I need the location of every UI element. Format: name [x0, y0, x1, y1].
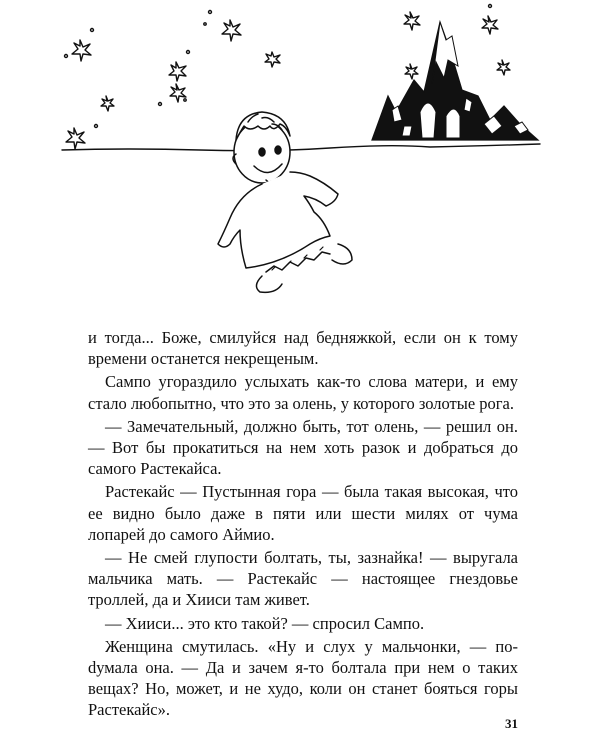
star-icon	[159, 84, 187, 106]
star-icon	[405, 64, 418, 79]
mountain-icon	[372, 22, 538, 140]
paragraph: Растекайс — Пустынная гора — была такая высокая, что ее видно было даже в пяти или шести милях от чума лопарей до самого Аймио.	[88, 482, 518, 544]
star-icon	[66, 125, 98, 150]
paragraph: и тогда... Боже, смилуйся над бедняжкой, если он к тому времени останется некрещеным.	[88, 328, 518, 369]
page-number: 31	[505, 716, 518, 731]
illustration	[0, 0, 600, 310]
paragraph: — Хииси... это кто такой? — спросил Сампо.	[105, 613, 425, 633]
star-icon	[404, 12, 420, 30]
paragraph: Женщина смутилась. «Ну и слух у мальчонки, — поdумала она. — Да и зачем я-то болтала при нем о таких вещах? Но, может, и не худо, коли он станет бояться горы Растекайс».	[88, 636, 518, 720]
star-icon	[101, 96, 114, 111]
star-icon	[482, 5, 498, 35]
star-icon	[265, 52, 280, 67]
horizon-line	[62, 144, 540, 151]
story-text	[88, 327, 518, 723]
star-icon	[65, 29, 94, 62]
night-scene-boy-mountain-icon	[0, 0, 600, 310]
star-icon	[169, 51, 190, 82]
paragraph: Сампо угораздило услыхать как-то слова матери, и ему стало любопытно, что это за олень, у которого золотые рога.	[88, 372, 518, 413]
paragraph: — Не смей глупости болтать, ты, зазнайка! — выругала мальчика мать. — Растекайс — настоящее гнездовье троллей, да и Хииси там живет.	[88, 548, 518, 610]
star-icon	[497, 60, 510, 75]
boy-figure	[218, 112, 352, 292]
star-icon	[204, 11, 241, 42]
paragraph: — Замечательный, должно быть, тот олень, — решил он. — Вот бы прокатиться на нем хоть разок и добраться до самого Растекайса.	[88, 416, 518, 479]
